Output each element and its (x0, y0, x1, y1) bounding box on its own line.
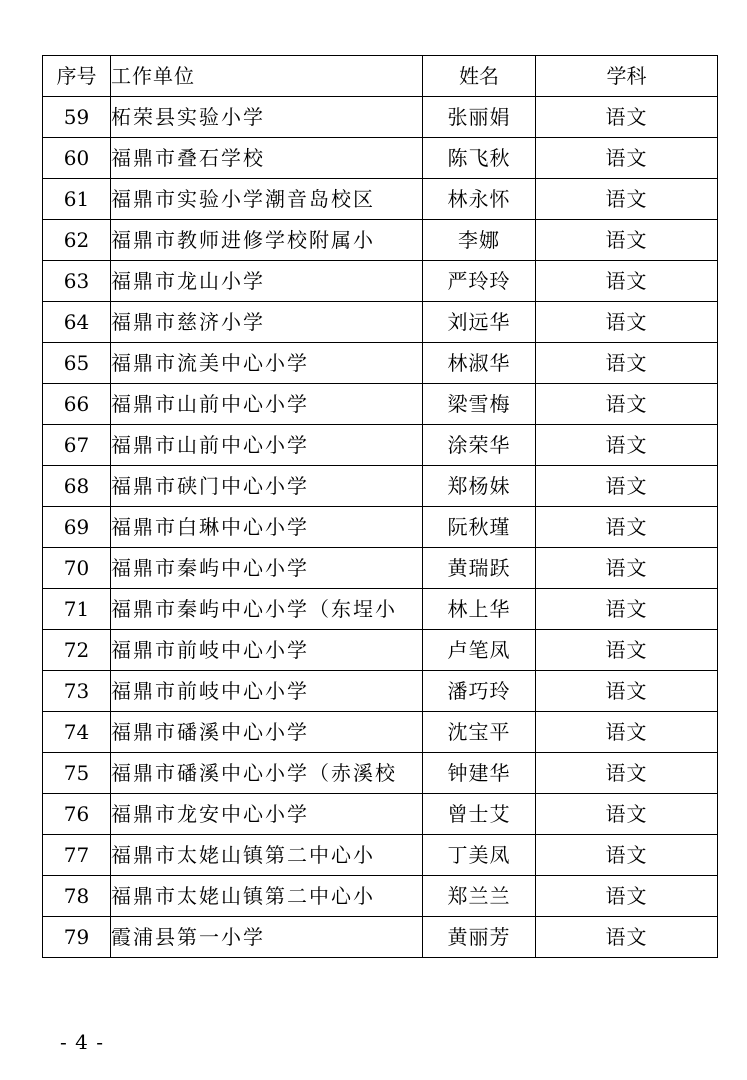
cell-name: 李娜 (423, 220, 536, 261)
cell-work-unit: 福鼎市磻溪中心小学（赤溪校 (111, 753, 423, 794)
cell-serial-number: 70 (43, 548, 111, 589)
cell-serial-number: 74 (43, 712, 111, 753)
table-row (43, 466, 718, 507)
header-name: 姓名 (423, 56, 536, 97)
cell-name: 严玲玲 (423, 261, 536, 302)
cell-serial-number: 61 (43, 179, 111, 220)
cell-work-unit: 福鼎市教师进修学校附属小 (111, 220, 423, 261)
table-row (43, 220, 718, 261)
cell-name: 沈宝平 (423, 712, 536, 753)
teacher-roster-table (42, 55, 718, 958)
cell-work-unit: 福鼎市硖门中心小学 (111, 466, 423, 507)
cell-subject: 语文 (536, 384, 718, 425)
cell-subject: 语文 (536, 794, 718, 835)
cell-name: 潘巧玲 (423, 671, 536, 712)
cell-name: 林淑华 (423, 343, 536, 384)
cell-serial-number: 75 (43, 753, 111, 794)
cell-subject: 语文 (536, 507, 718, 548)
cell-work-unit: 福鼎市磻溪中心小学 (111, 712, 423, 753)
table-row (43, 835, 718, 876)
cell-serial-number: 76 (43, 794, 111, 835)
table-header-row (43, 56, 718, 97)
cell-subject: 语文 (536, 753, 718, 794)
cell-subject: 语文 (536, 589, 718, 630)
header-serial-number: 序号 (43, 56, 111, 97)
cell-name: 梁雪梅 (423, 384, 536, 425)
cell-work-unit: 福鼎市前岐中心小学 (111, 630, 423, 671)
cell-work-unit: 福鼎市秦屿中心小学（东埕小 (111, 589, 423, 630)
table-row (43, 548, 718, 589)
cell-subject: 语文 (536, 835, 718, 876)
cell-subject: 语文 (536, 220, 718, 261)
table-row (43, 876, 718, 917)
cell-name: 张丽娟 (423, 97, 536, 138)
table-row (43, 589, 718, 630)
cell-subject: 语文 (536, 261, 718, 302)
cell-work-unit: 福鼎市太姥山镇第二中心小 (111, 876, 423, 917)
cell-subject: 语文 (536, 97, 718, 138)
cell-work-unit: 福鼎市白琳中心小学 (111, 507, 423, 548)
cell-name: 阮秋瑾 (423, 507, 536, 548)
cell-work-unit: 福鼎市山前中心小学 (111, 384, 423, 425)
cell-name: 钟建华 (423, 753, 536, 794)
table-row (43, 302, 718, 343)
cell-serial-number: 66 (43, 384, 111, 425)
table-row (43, 384, 718, 425)
cell-work-unit: 福鼎市叠石学校 (111, 138, 423, 179)
cell-serial-number: 60 (43, 138, 111, 179)
cell-serial-number: 79 (43, 917, 111, 958)
cell-serial-number: 59 (43, 97, 111, 138)
cell-work-unit: 福鼎市龙山小学 (111, 261, 423, 302)
cell-subject: 语文 (536, 466, 718, 507)
table-row (43, 138, 718, 179)
table-row (43, 261, 718, 302)
table-row (43, 97, 718, 138)
cell-name: 黄丽芳 (423, 917, 536, 958)
cell-subject: 语文 (536, 876, 718, 917)
cell-subject: 语文 (536, 671, 718, 712)
cell-serial-number: 64 (43, 302, 111, 343)
table-row (43, 507, 718, 548)
cell-subject: 语文 (536, 548, 718, 589)
cell-subject: 语文 (536, 138, 718, 179)
cell-name: 卢笔凤 (423, 630, 536, 671)
cell-name: 丁美凤 (423, 835, 536, 876)
cell-work-unit: 福鼎市山前中心小学 (111, 425, 423, 466)
table-row (43, 671, 718, 712)
cell-work-unit: 福鼎市慈济小学 (111, 302, 423, 343)
cell-serial-number: 77 (43, 835, 111, 876)
cell-serial-number: 68 (43, 466, 111, 507)
cell-serial-number: 69 (43, 507, 111, 548)
cell-subject: 语文 (536, 630, 718, 671)
table-row (43, 794, 718, 835)
table-row (43, 753, 718, 794)
cell-subject: 语文 (536, 917, 718, 958)
cell-name: 郑杨妹 (423, 466, 536, 507)
cell-name: 郑兰兰 (423, 876, 536, 917)
cell-serial-number: 63 (43, 261, 111, 302)
cell-subject: 语文 (536, 425, 718, 466)
header-subject: 学科 (536, 56, 718, 97)
cell-name: 黄瑞跃 (423, 548, 536, 589)
cell-serial-number: 72 (43, 630, 111, 671)
cell-work-unit: 福鼎市流美中心小学 (111, 343, 423, 384)
table-row (43, 425, 718, 466)
cell-name: 林上华 (423, 589, 536, 630)
cell-work-unit: 福鼎市实验小学潮音岛校区 (111, 179, 423, 220)
cell-serial-number: 65 (43, 343, 111, 384)
cell-work-unit: 柘荣县实验小学 (111, 97, 423, 138)
cell-work-unit: 福鼎市前岐中心小学 (111, 671, 423, 712)
cell-work-unit: 霞浦县第一小学 (111, 917, 423, 958)
cell-subject: 语文 (536, 179, 718, 220)
cell-name: 陈飞秋 (423, 138, 536, 179)
page-number: - 4 - (60, 1030, 104, 1054)
table-row (43, 712, 718, 753)
cell-serial-number: 62 (43, 220, 111, 261)
cell-name: 曾士艾 (423, 794, 536, 835)
cell-work-unit: 福鼎市龙安中心小学 (111, 794, 423, 835)
cell-work-unit: 福鼎市太姥山镇第二中心小 (111, 835, 423, 876)
cell-serial-number: 78 (43, 876, 111, 917)
header-work-unit: 工作单位 (111, 56, 423, 97)
cell-serial-number: 71 (43, 589, 111, 630)
cell-serial-number: 73 (43, 671, 111, 712)
cell-subject: 语文 (536, 343, 718, 384)
cell-name: 刘远华 (423, 302, 536, 343)
table-row (43, 179, 718, 220)
cell-name: 涂荣华 (423, 425, 536, 466)
table-body (43, 97, 718, 958)
cell-name: 林永怀 (423, 179, 536, 220)
cell-subject: 语文 (536, 712, 718, 753)
table-row (43, 343, 718, 384)
table-row (43, 630, 718, 671)
cell-subject: 语文 (536, 302, 718, 343)
cell-work-unit: 福鼎市秦屿中心小学 (111, 548, 423, 589)
table-row (43, 917, 718, 958)
cell-serial-number: 67 (43, 425, 111, 466)
